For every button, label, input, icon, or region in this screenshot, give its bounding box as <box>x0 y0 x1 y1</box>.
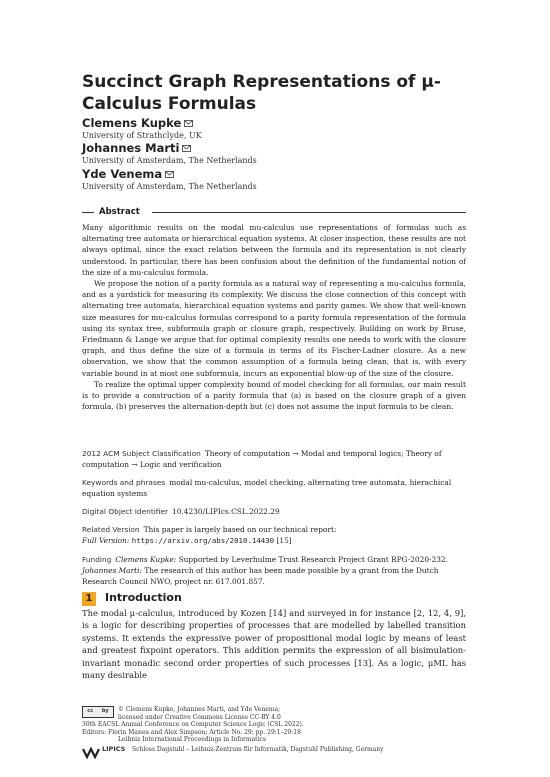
meta-key: 2012 ACM Subject Classification <box>82 449 201 458</box>
lipics-label: LIPICS <box>102 745 126 753</box>
author-block <box>82 167 257 192</box>
paper-title: Succinct Graph Representations of μ-Calculus Formulas <box>82 72 441 114</box>
author-affiliation: University of Strathclyde, UK <box>82 131 202 140</box>
funding-name: Clemens Kupke: <box>115 555 177 564</box>
author-block <box>82 116 202 141</box>
funding <box>82 554 466 588</box>
author-block <box>82 141 257 166</box>
abstract-paragraph: We propose the notion of a parity formula as a natural way of representing a mu-calculus formula, and as a yardstick for measuring its complexity. We discuss the close connection of this concept with alternating tree automata, hierarchical equation systems and parity games. We show that well-known size measures for mu-calculus formulas correspond to a parity formula representation of the formula using its syntax tree, subformula graph or closure graph, respectively. Building on work by Bruse, Friedmann & Lange we argue that for optimal complexity results one needs to work with the closure graph, and thus define the size of a formula in terms of its Fischer-Ladner closure. As a new observation, we show that the common assumption of a formula being clean, that is, with every variable bound in at most one subformula, incurs an exponential blow-up of the size of the closure. <box>82 279 466 378</box>
section-number: 1 <box>82 592 96 606</box>
section-heading <box>82 586 182 604</box>
envelope-icon[interactable] <box>165 167 174 181</box>
license-line: licensed under Creative Commons License CC-BY 4.0 <box>118 713 281 721</box>
abstract-label: Abstract <box>99 207 140 217</box>
abstract-heading <box>82 206 466 218</box>
citation-link[interactable]: [15] <box>276 536 292 546</box>
section-title: Introduction <box>105 591 182 604</box>
envelope-icon[interactable] <box>184 116 193 130</box>
keywords <box>82 477 466 499</box>
divider <box>152 212 466 213</box>
meta-key: Related Version <box>82 525 140 534</box>
meta-key: Funding <box>82 555 112 564</box>
envelope-icon[interactable] <box>182 141 191 155</box>
author-affiliation: University of Amsterdam, The Netherlands <box>82 182 257 191</box>
abstract-paragraph: Many algorithmic results on the modal mu-calculus use representations of formulas such as alternating tree automata or hierarchical equation systems. At closer inspection, these results are not always optimal, since the exact relation between the formula and its representation is not clearly understood. In particular, there has been confusion about the definition of the fundamental notion of the size of a mu-calculus formula. <box>82 223 466 277</box>
full-version-label: Full Version: <box>82 536 130 546</box>
meta-key: Digital Object Identifier <box>82 507 169 516</box>
author-name: Johannes Marti <box>82 141 257 155</box>
meta-value: modal mu-calculus, model checking, alternating tree automata, hierachical equation systems <box>82 478 452 499</box>
doi-link[interactable]: 10.4230/LIPIcs.CSL.2022.29 <box>172 507 280 516</box>
meta-value: Theory of computation → Modal and temporal logics; Theory of computation → Logic and verification <box>82 449 442 470</box>
related-version <box>82 524 466 546</box>
full-version-link[interactable]: https://arxiv.org/abs/2010.14430 <box>131 536 275 546</box>
copyright-line: © Clemens Kupke, Johannes Marti, and Yde Venema; <box>118 706 281 713</box>
intro-body <box>82 607 466 681</box>
meta-key: Keywords and phrases <box>82 478 166 487</box>
series-line: Leibniz International Proceedings in Informatics <box>118 736 266 744</box>
abstract-paragraph: To realize the optimal upper complexity bound of model checking for all formulas, our main result is to provide a construction of a parity formula that (a) is based on the closure graph of a given formula, (b) preserves the alternation-depth but (c) does not assume the input formula to be clean. <box>82 379 466 412</box>
intro-paragraph: The modal μ-calculus, introduced by Kozen [14] and surveyed in for instance [2, 12, 4, 9], is a logic for describing properties of processes that are modelled by labelled transition systems. It extends the expressive power of propositional modal logic by means of least and greatest fixpoint operators. This addition permits the expression of all bisimulation-invariant monadic second order properties of such processes [13]. As a logic, μML has many desirable <box>82 608 466 681</box>
funding-text: Supported by Leverhulme Trust Research Project Grant RPG-2020-232. <box>178 555 448 564</box>
funding-text: The research of this author has been made possible by a grant from the Dutch Research Council NWO, project nr. 617.001.857. <box>82 566 439 587</box>
conference-line: 30th EACSL Annual Conference on Computer Science Logic (CSL 2022). <box>82 721 304 729</box>
abstract-body <box>82 222 466 412</box>
cc-by-license-icon: cc by <box>82 706 114 718</box>
funding-name: Johannes Marti: <box>82 566 142 576</box>
author-affiliation: University of Amsterdam, The Netherlands <box>82 156 257 165</box>
author-name: Yde Venema <box>82 167 257 181</box>
acm-classification <box>82 448 466 470</box>
publisher-line: Schloss Dagstuhl – Leibniz-Zentrum für Informatik, Dagstuhl Publishing, Germany <box>132 746 384 753</box>
divider <box>82 212 94 213</box>
meta-value: This paper is largely based on our technical report: <box>143 525 337 534</box>
doi <box>82 506 466 517</box>
editors-line: Editors: Florin Manea and Alex Simpson; Article No. 29; pp. 29:1–29:18 <box>82 728 301 736</box>
author-name: Clemens Kupke <box>82 116 202 130</box>
